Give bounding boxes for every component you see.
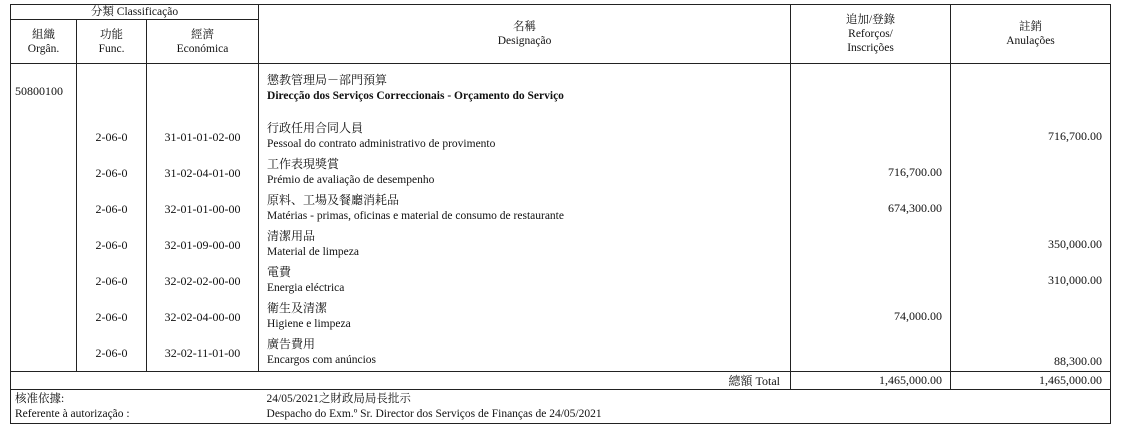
row-reforco-value: [791, 264, 951, 300]
row-designation-pt: Higiene e limpeza: [267, 317, 351, 330]
row-econ-code: 32-01-01-00-00: [147, 192, 259, 228]
row-anulacao-value: [951, 300, 1111, 336]
row-econ-code: 32-02-02-00-00: [147, 264, 259, 300]
table-row: [11, 300, 1111, 336]
row-anulacao-value: [951, 192, 1111, 228]
reforcos-header: [791, 5, 951, 64]
func-header-pt: Func.: [98, 42, 125, 55]
row-anulacao-value: 716,700.00: [951, 120, 1111, 156]
row-func-code: 2-06-0: [77, 336, 147, 372]
row-organ-cell: [11, 120, 77, 156]
table-row: [11, 336, 1111, 372]
row-anulacao-value: 350,000.00: [951, 228, 1111, 264]
row-designation-zh: 工作表現獎賞: [267, 156, 340, 171]
row-reforco-value: 74,000.00: [791, 300, 951, 336]
row-func-code: 2-06-0: [77, 300, 147, 336]
table-row: [11, 192, 1111, 228]
row-designation: [259, 300, 791, 336]
row-anulacao-value: [951, 156, 1111, 192]
table-row: [11, 120, 1111, 156]
row-func-code: 2-06-0: [77, 156, 147, 192]
organ-code: 50800100: [11, 64, 77, 120]
authorization-despacho: [259, 390, 1111, 424]
row-reforco-value: 716,700.00: [791, 156, 951, 192]
anulacoes-header-pt: Anulações: [1006, 35, 1055, 47]
row-designation: [259, 192, 791, 228]
row-designation: [259, 336, 791, 372]
table-row: [11, 228, 1111, 264]
reforcos-header-zh: 追加/登錄: [845, 14, 896, 26]
row-econ-code: 31-01-01-02-00: [147, 120, 259, 156]
authorization-label-pt: Referente à autorização :: [15, 407, 130, 420]
organ-title-zh: 懲教管理局－部門預算: [267, 73, 388, 87]
organ-title: [259, 64, 791, 120]
row-func-code: 2-06-0: [77, 120, 147, 156]
row-econ-code: 32-01-09-00-00: [147, 228, 259, 264]
func-header-zh: 功能: [100, 28, 123, 41]
row-reforco-value: 674,300.00: [791, 192, 951, 228]
econ-header: [147, 20, 259, 64]
row-designation: [259, 228, 791, 264]
row-designation-zh: 電費: [267, 264, 292, 279]
total-anulacoes: 1,465,000.00: [951, 372, 1111, 390]
designation-header-zh: 名稱: [513, 21, 537, 33]
total-reforcos: 1,465,000.00: [791, 372, 951, 390]
organ-title-pt: Direcção dos Serviços Correccionais - Orçamento do Serviço: [267, 90, 564, 102]
row-designation-zh: 廣告費用: [267, 336, 316, 351]
row-designation-zh: 行政任用合同人員: [267, 120, 364, 135]
row-reforco-value: [791, 228, 951, 264]
row-designation-pt: Pessoal do contrato administrativo de provimento: [267, 137, 496, 150]
organ-header-pt: Orgân.: [27, 42, 60, 55]
row-designation: [259, 120, 791, 156]
row-anulacao-value: 310,000.00: [951, 264, 1111, 300]
row-organ-cell: [11, 264, 77, 300]
row-organ-cell: [11, 300, 77, 336]
econ-header-pt: Económica: [176, 42, 229, 55]
budget-table-sheet: [10, 4, 1110, 430]
despacho-pt: Despacho do Exm.º Sr. Director dos Serviços de Finanças de 24/05/2021: [266, 407, 602, 420]
row-designation-pt: Prémio de avaliação de desempenho: [267, 173, 435, 186]
row-organ-cell: [11, 192, 77, 228]
designation-header-pt: Designação: [497, 35, 552, 47]
budget-table: [10, 4, 1111, 424]
table-row: [11, 264, 1111, 300]
row-designation-pt: Energia eléctrica: [267, 281, 345, 294]
row-organ-cell: [11, 336, 77, 372]
row-econ-code: 32-02-04-00-00: [147, 300, 259, 336]
row-designation-pt: Material de limpeza: [267, 245, 359, 258]
row-econ-code: 32-02-11-01-00: [147, 336, 259, 372]
anulacoes-header: [951, 5, 1111, 64]
row-designation-pt: Matérias - primas, oficinas e material de consumo de restaurante: [267, 209, 564, 222]
row-designation-zh: 衛生及清潔: [267, 300, 328, 315]
row-designation: [259, 264, 791, 300]
row-designation-zh: 原料、工場及餐廳消耗品: [267, 192, 400, 207]
reforcos-header-pt2: Inscrições: [847, 42, 894, 54]
row-func-code: 2-06-0: [77, 264, 147, 300]
row-reforco-value: [791, 336, 951, 372]
despacho-zh: 24/05/2021之財政局局長批示: [266, 392, 411, 405]
designation-header: [259, 5, 791, 64]
organ-header: [11, 20, 77, 64]
row-organ-cell: [11, 156, 77, 192]
authorization-label: [11, 390, 259, 424]
reforcos-header-pt1: Reforços/: [848, 28, 893, 40]
organ-header-zh: 組織: [32, 28, 55, 41]
row-designation: [259, 156, 791, 192]
row-designation-zh: 清潔用品: [267, 228, 316, 243]
row-func-code: 2-06-0: [77, 228, 147, 264]
econ-header-zh: 經濟: [191, 28, 214, 41]
total-label: 總額 Total: [259, 372, 791, 390]
row-reforco-value: [791, 120, 951, 156]
classification-header: 分類 Classificação: [11, 5, 259, 20]
row-organ-cell: [11, 228, 77, 264]
row-econ-code: 31-02-04-01-00: [147, 156, 259, 192]
row-anulacao-value: 88,300.00: [951, 336, 1111, 372]
authorization-label-zh: 核准依據:: [15, 392, 65, 405]
func-header: [77, 20, 147, 64]
anulacoes-header-zh: 註銷: [1019, 21, 1043, 33]
row-designation-pt: Encargos com anúncios: [267, 353, 377, 366]
row-func-code: 2-06-0: [77, 192, 147, 228]
table-row: [11, 156, 1111, 192]
